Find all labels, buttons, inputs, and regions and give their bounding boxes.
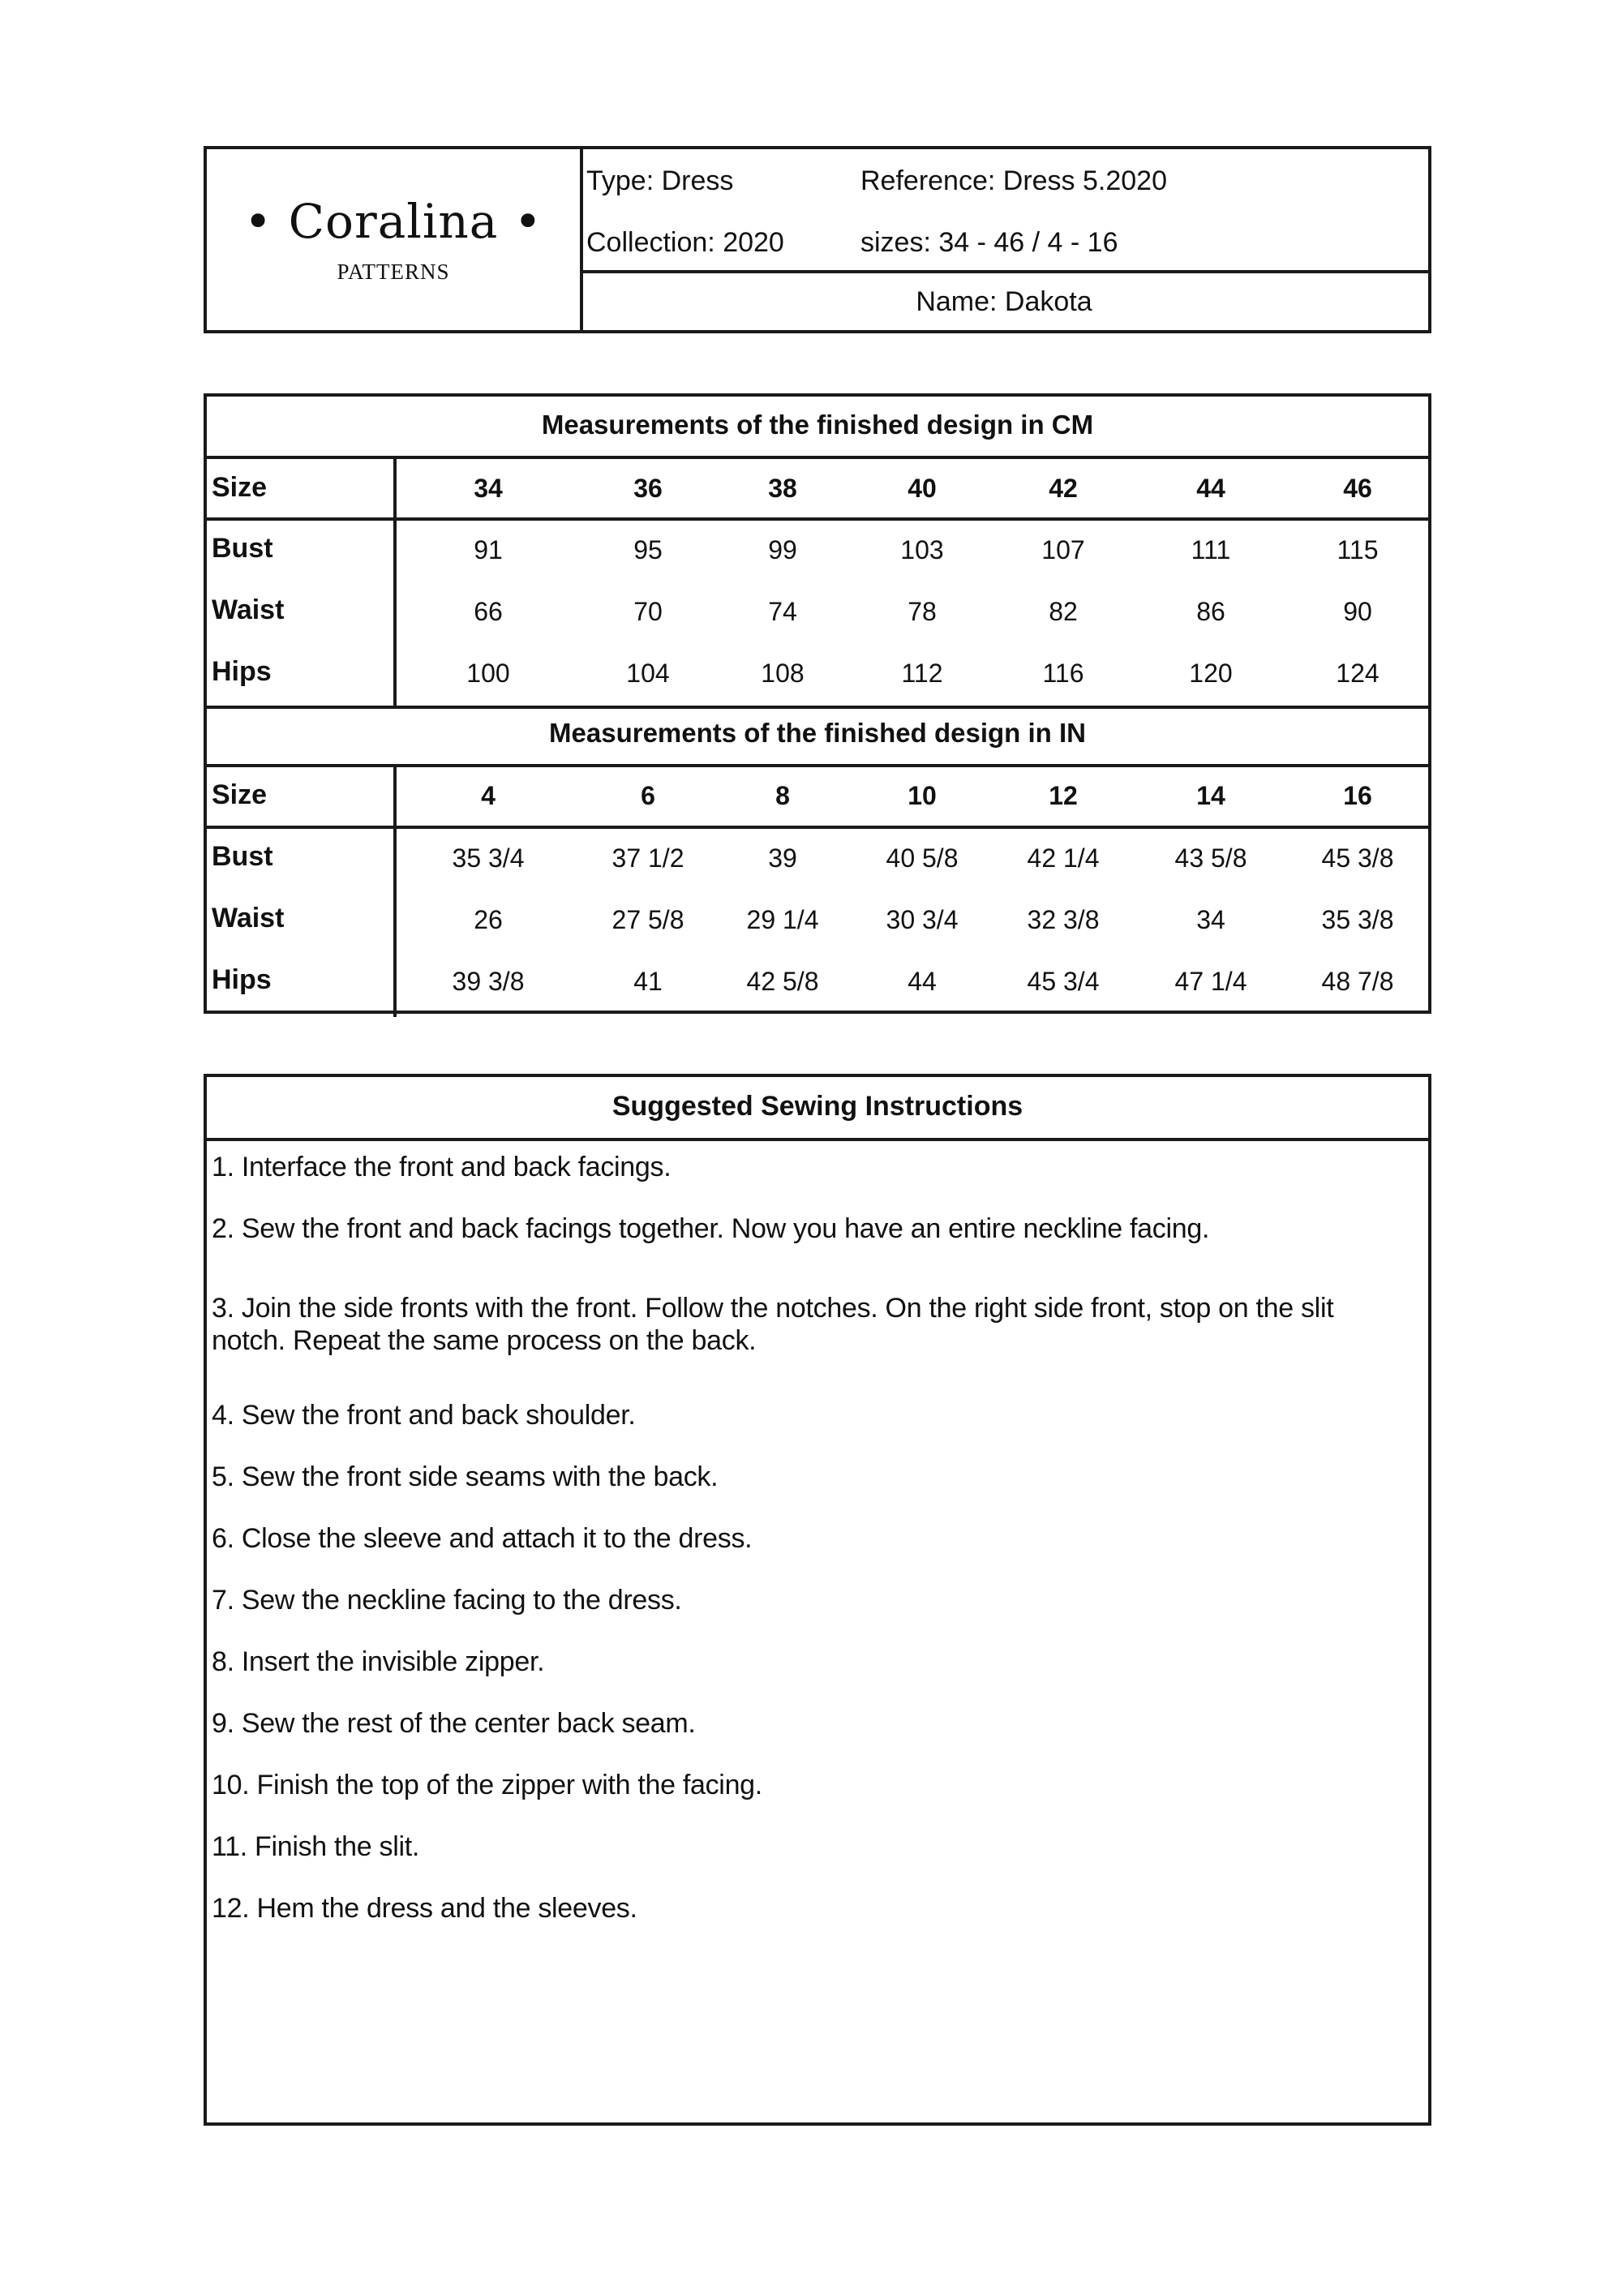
- cm-value-cell: 111: [1191, 535, 1231, 564]
- in-value-cell: 29 1/4: [746, 905, 819, 934]
- in-value-cell: 44: [908, 967, 937, 996]
- header-divider: [580, 270, 1428, 273]
- cm-size-cell: 40: [908, 474, 937, 503]
- divider: [207, 1138, 1428, 1141]
- cm-value-cell: 91: [474, 535, 503, 564]
- instruction-step: 9. Sew the rest of the center back seam.: [212, 1708, 696, 1739]
- cm-size-cell: 38: [768, 474, 797, 503]
- in-size-cell: 14: [1196, 781, 1225, 810]
- instruction-step: 2. Sew the front and back facings together. Now you have an entire neckline facing.: [212, 1213, 1210, 1244]
- cm-value-cell: 120: [1189, 659, 1233, 688]
- instruction-step: 12. Hem the dress and the sleeves.: [212, 1893, 637, 1924]
- cm-value-cell: 124: [1336, 659, 1380, 688]
- in-value-cell: 35 3/4: [452, 843, 525, 873]
- divider: [207, 517, 1428, 521]
- cm-value-cell: 70: [633, 597, 663, 626]
- in-size-cell: 6: [641, 781, 655, 810]
- in-value-cell: 32 3/8: [1027, 905, 1100, 934]
- cm-size-cell: 46: [1343, 474, 1372, 503]
- in-size-cell: 12: [1049, 781, 1078, 810]
- instruction-step: 1. Interface the front and back facings.: [212, 1152, 672, 1182]
- instruction-step: 5. Sew the front side seams with the back.: [212, 1461, 719, 1492]
- row-label: Bust: [212, 841, 273, 872]
- in-table-title: Measurements of the finished design in IN: [549, 718, 1086, 748]
- cm-value-cell: 108: [761, 659, 805, 688]
- cm-value-cell: 107: [1041, 535, 1085, 564]
- cm-value-cell: 66: [474, 597, 503, 626]
- in-value-cell: 34: [1196, 905, 1225, 934]
- instruction-step: 4. Sew the front and back shoulder.: [212, 1400, 636, 1431]
- in-size-label: Size: [212, 779, 268, 810]
- cm-value-cell: 90: [1343, 597, 1372, 626]
- sizes-field: sizes: 34 - 46 / 4 - 16: [860, 227, 1118, 258]
- model-name-field: Name: Dakota: [916, 286, 1092, 317]
- in-value-cell: 27 5/8: [611, 905, 684, 934]
- instruction-step: 10. Finish the top of the zipper with the facing.: [212, 1770, 762, 1800]
- cm-value-cell: 116: [1042, 659, 1084, 688]
- cm-value-cell: 112: [901, 659, 943, 688]
- in-size-cell: 4: [481, 781, 496, 810]
- row-label: Hips: [212, 964, 272, 995]
- in-size-cell: 8: [775, 781, 790, 810]
- cm-value-cell: 99: [768, 535, 797, 564]
- cm-size-cell: 44: [1196, 474, 1225, 503]
- divider: [207, 456, 1428, 459]
- instruction-step: 11. Finish the slit.: [212, 1831, 420, 1862]
- instruction-step: 7. Sew the neckline facing to the dress.: [212, 1585, 682, 1616]
- in-size-cell: 16: [1343, 781, 1372, 810]
- instructions-title: Suggested Sewing Instructions: [611, 1091, 1023, 1122]
- cm-size-cell: 42: [1049, 474, 1078, 503]
- cm-value-cell: 95: [633, 535, 663, 564]
- in-value-cell: 41: [633, 967, 663, 996]
- in-value-cell: 48 7/8: [1321, 967, 1394, 996]
- measurements-table: [204, 393, 1431, 1014]
- row-label: Waist: [212, 903, 285, 933]
- reference-field: Reference: Dress 5.2020: [860, 165, 1167, 196]
- cm-value-cell: 86: [1196, 597, 1225, 626]
- divider: [207, 764, 1428, 767]
- in-value-cell: 35 3/8: [1321, 905, 1394, 934]
- instruction-step: 3. Join the side fronts with the front. Follow the notches. On the right side front, stop on the slit notch. Repeat the same process on the back.: [212, 1293, 1334, 1356]
- in-value-cell: 42 5/8: [746, 967, 819, 996]
- cm-value-cell: 82: [1049, 597, 1078, 626]
- cm-size-cell: 36: [633, 474, 663, 503]
- brand-subtitle: PATTERNS: [337, 260, 450, 284]
- brand-name: • Coralina •: [244, 194, 543, 249]
- column-divider: [393, 456, 397, 706]
- cm-table-title: Measurements of the finished design in CM: [541, 410, 1094, 440]
- column-divider: [393, 764, 397, 1017]
- in-value-cell: 37 1/2: [611, 843, 684, 873]
- sewing-instructions: [204, 1074, 1431, 2126]
- brand-logo: [207, 149, 583, 330]
- row-label: Bust: [212, 533, 273, 564]
- in-value-cell: 42 1/4: [1027, 843, 1100, 873]
- pattern-header: [204, 146, 1431, 333]
- in-value-cell: 39 3/8: [452, 967, 525, 996]
- cm-size-cell: 34: [474, 474, 503, 503]
- divider: [207, 826, 1428, 829]
- in-value-cell: 45 3/4: [1027, 967, 1100, 996]
- in-value-cell: 40 5/8: [886, 843, 959, 873]
- divider: [207, 706, 1428, 709]
- collection-field: Collection: 2020: [586, 227, 784, 258]
- cm-value-cell: 74: [768, 597, 797, 626]
- cm-size-label: Size: [212, 472, 268, 503]
- row-label: Waist: [212, 594, 285, 625]
- in-value-cell: 39: [768, 843, 797, 873]
- in-value-cell: 45 3/8: [1321, 843, 1394, 873]
- cm-value-cell: 115: [1337, 535, 1379, 564]
- in-size-cell: 10: [908, 781, 937, 810]
- instruction-step: 6. Close the sleeve and attach it to the dress.: [212, 1523, 753, 1554]
- in-value-cell: 26: [474, 905, 503, 934]
- cm-value-cell: 100: [466, 659, 510, 688]
- in-value-cell: 43 5/8: [1174, 843, 1247, 873]
- cm-value-cell: 104: [626, 659, 670, 688]
- in-value-cell: 47 1/4: [1174, 967, 1247, 996]
- type-field: Type: Dress: [586, 165, 734, 196]
- in-value-cell: 30 3/4: [886, 905, 959, 934]
- cm-value-cell: 78: [908, 597, 937, 626]
- cm-value-cell: 103: [900, 535, 944, 564]
- row-label: Hips: [212, 656, 272, 687]
- instruction-step: 8. Insert the invisible zipper.: [212, 1646, 545, 1677]
